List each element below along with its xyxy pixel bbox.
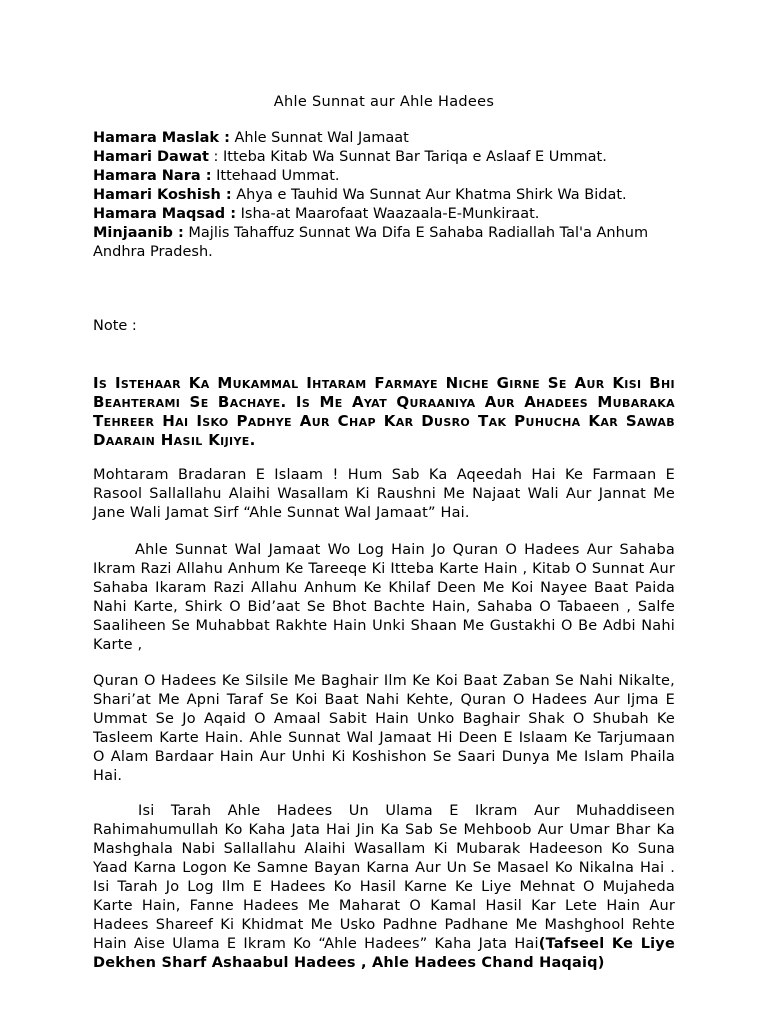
meta-row-maslak [93, 129, 675, 148]
note-label: Note : [93, 318, 137, 334]
meta-value: Ahya e Tauhid Wa Sunnat Aur Khatma Shirk Wa Bidat. [231, 187, 627, 203]
meta-row-koshish [93, 186, 675, 205]
reference-note: (Tafseel Ke Liye Dekhen Sharf Ashaabul Hadees , Ahle Hadees Chand Haqaiq) [93, 936, 675, 971]
meta-label: Minjaanib : [93, 225, 184, 241]
paragraph-intro: Mohtaram Bradaran E Islaam ! Hum Sab Ka Aqeedah Hai Ke Farmaan E Rasool Sallallahu Alaihi Wasallam Ki Raushni Me Najaat Wali Aur Jannat Me Jane Wali Jamat Sirf “Ahle Sunnat Wal Jamaat” Hai. [93, 467, 675, 521]
meta-row-maqsad [93, 205, 675, 224]
meta-label: Hamara Maqsad : [93, 206, 237, 222]
paragraph-text: Isi Tarah Ahle Hadees Un Ulama E Ikram Aur Muhaddiseen Rahimahumullah Ko Kaha Jata Hai Jin Ka Sab Se Mehboob Aur Umar Bhar Ka Mashghala Nabi Sallallahu Alaihi Wasallam Ki Mubarak Hadeeson Ko Suna Yaad Karna Logon Ke Samne Bayan Karna Aur Un Se Masael Ko Nikalna Hai . Isi Tarah Jo Log Ilm E Hadees Ko Hasil Karne Ke Liye Mehnat O Mujaheda Karte Hain, Fanne Hadees Me Maharat O Kamal Hasil Kar Lete Hain Aur Hadees Shareef Ki Khidmat Me Usko Padhne Padhane Me Mashghool Rehte Hain Aise Ulama E Ikram Ko “Ahle Hadees” Kaha Jata Hai [93, 803, 675, 952]
organization-info [93, 129, 675, 262]
meta-label: Hamari Dawat [93, 149, 209, 165]
meta-value: Ittehaad Ummat. [211, 168, 340, 184]
document-title: Ahle Sunnat aur Ahle Hadees [273, 94, 495, 110]
meta-label: Hamara Nara : [93, 168, 212, 184]
meta-value: Ahle Sunnat Wal Jamaat [229, 130, 409, 146]
meta-value: Majlis Tahaffuz Sunnat Wa Difa E Sahaba Radiallah Tal'a Anhum Andhra Pradesh. [93, 225, 649, 260]
meta-row-dawat [93, 148, 675, 167]
paragraph-quran-hadees: Quran O Hadees Ke Silsile Me Baghair Ilm Ke Koi Baat Zaban Se Nahi Nikalte, Shari’at Me Apni Taraf Se Koi Baat Nahi Kehte, Quran O Hadees Aur Ijma E Ummat Se Jo Aqaid O Amaal Sabit Hain Unko Baghair Shak O Shubah Ke Tasleem Karte Hain. Ahle Sunnat Wal Jamaat Hi Deen E Islaam Ke Tarjumaan O Alam Bardaar Hain Aur Unhi Ki Koshishon Se Saari Dunya Me Islam Phaila Hai. [93, 673, 675, 784]
meta-row-nara [93, 167, 675, 186]
paragraph-ahle-hadees [93, 802, 675, 973]
notice-paragraph: Is Istehaar Ka Mukammal Ihtaram Farmaye Niche Girne Se Aur Kisi Bhi Beahterami Se Bachaye. Is Me Ayat Quraaniya Aur Ahadees Mubaraka Tehreer Hai Isko Padhye Aur Chap Kar Dusro Tak Puhucha Kar Sawab Daarain Hasil Kijiye. [93, 374, 675, 449]
meta-label: Hamari Koshish : [93, 187, 232, 203]
meta-value: : Itteba Kitab Wa Sunnat Bar Tariqa e Aslaaf E Ummat. [208, 149, 607, 165]
paragraph-ahle-sunnat: Ahle Sunnat Wal Jamaat Wo Log Hain Jo Quran O Hadees Aur Sahaba Ikram Razi Allahu Anhum Ke Tareeqe Ki Itteba Karte Hain , Kitab O Sunnat Aur Sahaba Ikaram Razi Allahu Anhum Ke Khilaf Deen Me Koi Nayee Baat Paida Nahi Karte, Shirk O Bid’aat Se Bhot Bachte Hain, Sahaba O Tabaeen , Salfe Saaliheen Se Muhabbat Rakhte Hain Unki Shaan Me Gustakhi O Be Adbi Nahi Karte , [93, 542, 675, 653]
meta-value: Isha-at Maarofaat Waazaala-E-Munkiraat. [236, 206, 540, 222]
meta-row-minjaanib [93, 224, 675, 262]
meta-label: Hamara Maslak : [93, 130, 230, 146]
